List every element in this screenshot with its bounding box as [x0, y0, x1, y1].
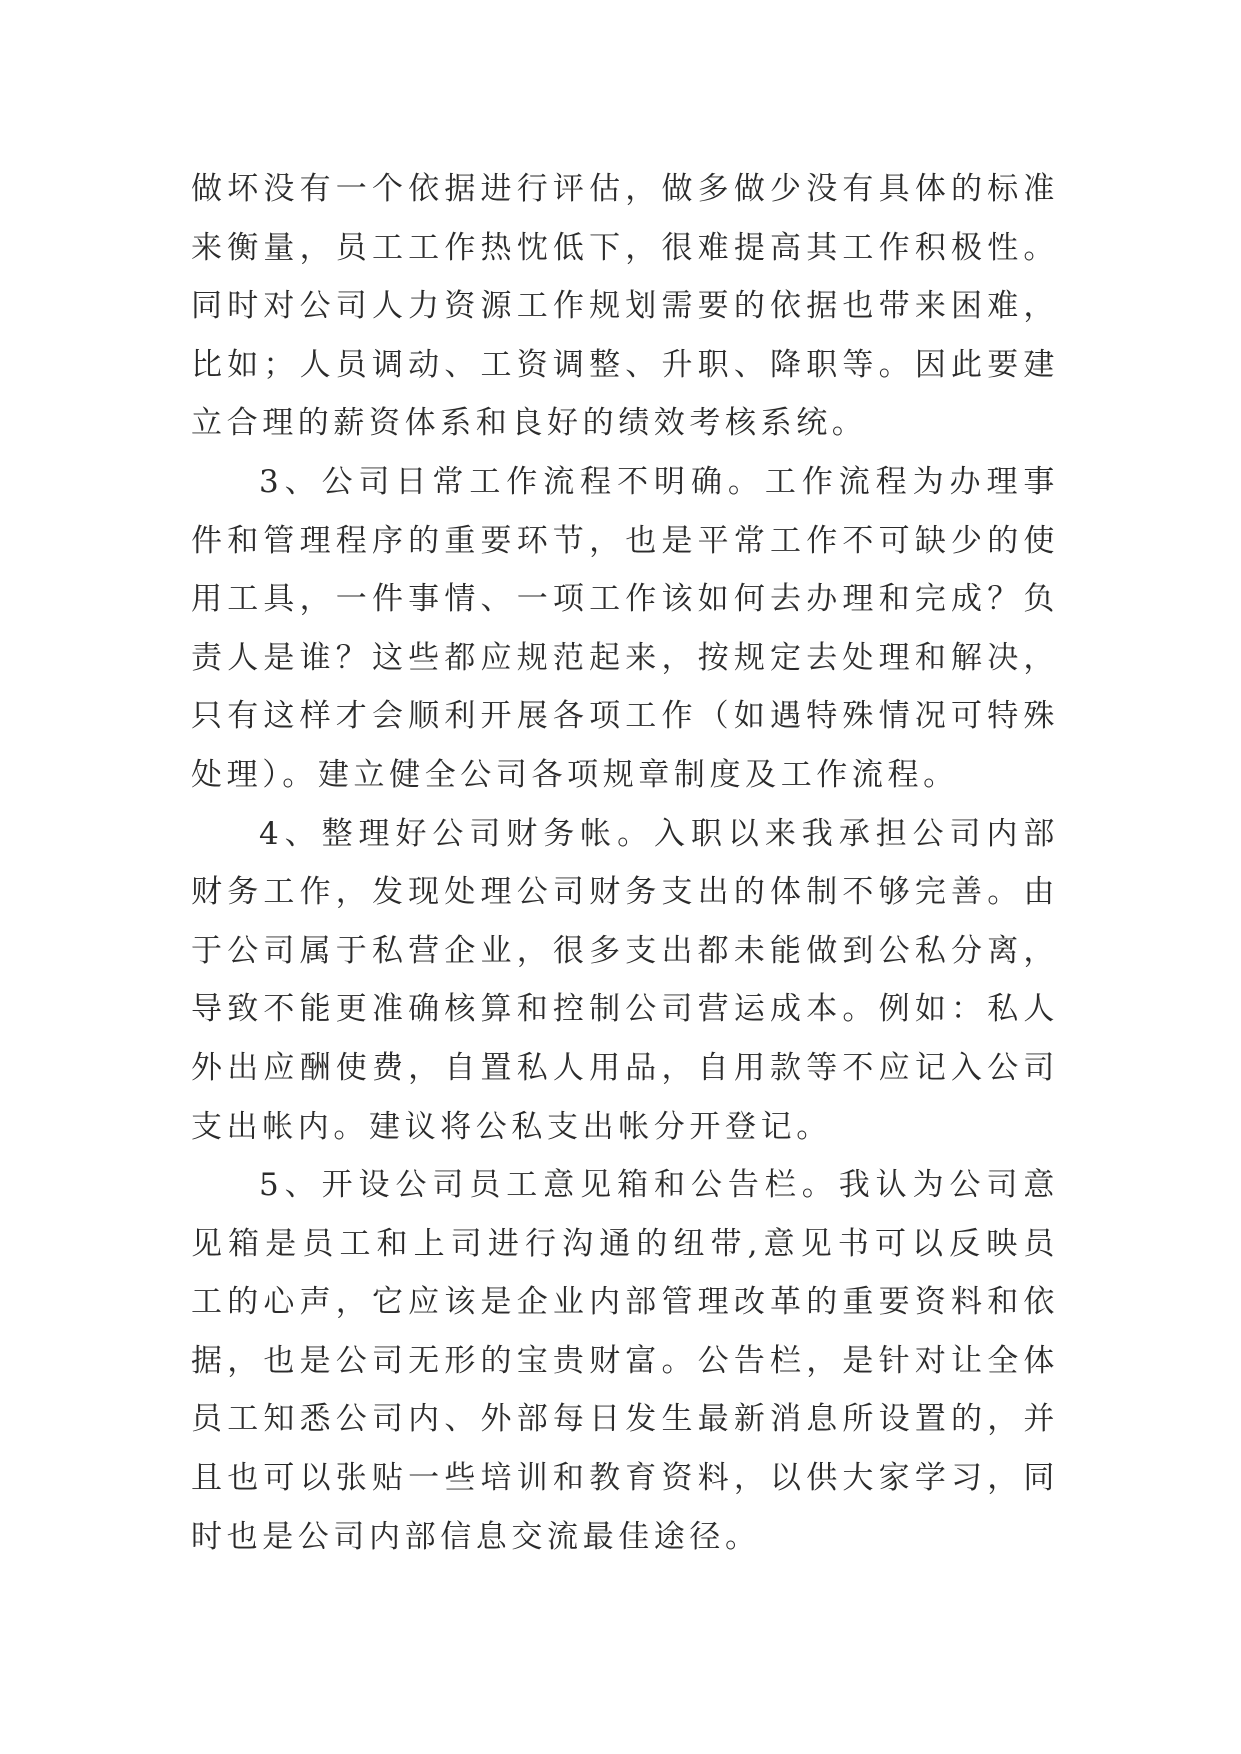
paragraph-continuation: 做坏没有一个依据进行评估，做多做少没有具体的标准来衡量，员工工作热忱低下，很难提高其工作积极性。同时对公司人力资源工作规划需要的依据也带来困难，比如；人员调动、工资调整、升职、降职等。因此要建立合理的薪资体系和良好的绩效考核系统。	[191, 171, 1059, 442]
paragraph-item-4-finance: 4、整理好公司财务帐。入职以来我承担公司内部财务工作，发现处理公司财务支出的体制不够完善。由于公司属于私营企业，很多支出都未能做到公私分离，导致不能更准确核算和控制公司营运成本。例如：私人外出应酬使费，自置私人用品，自用款等不应记入公司支出帐内。建议将公私支出帐分开登记。	[191, 815, 1059, 1145]
paragraph-item-3-workflow: 3、公司日常工作流程不明确。工作流程为办理事件和管理程序的重要环节，也是平常工作不可缺少的使用工具，一件事情、一项工作该如何去办理和完成？负责人是谁？这些都应规范起来，按规定去处理和解决，只有这样才会顺利开展各项工作（如遇特殊情况可特殊处理）。建立健全公司各项规章制度及工作流程。	[191, 463, 1059, 793]
document-body	[191, 160, 1059, 1566]
paragraph-item-5-suggestion-box: 5、开设公司员工意见箱和公告栏。我认为公司意见箱是员工和上司进行沟通的纽带,意见书可以反映员工的心声，它应该是企业内部管理改革的重要资料和依据，也是公司无形的宝贵财富。公告栏，是针对让全体员工知悉公司内、外部每日发生最新消息所设置的，并且也可以张贴一些培训和教育资料，以供大家学习，同时也是公司内部信息交流最佳途径。	[191, 1167, 1059, 1555]
